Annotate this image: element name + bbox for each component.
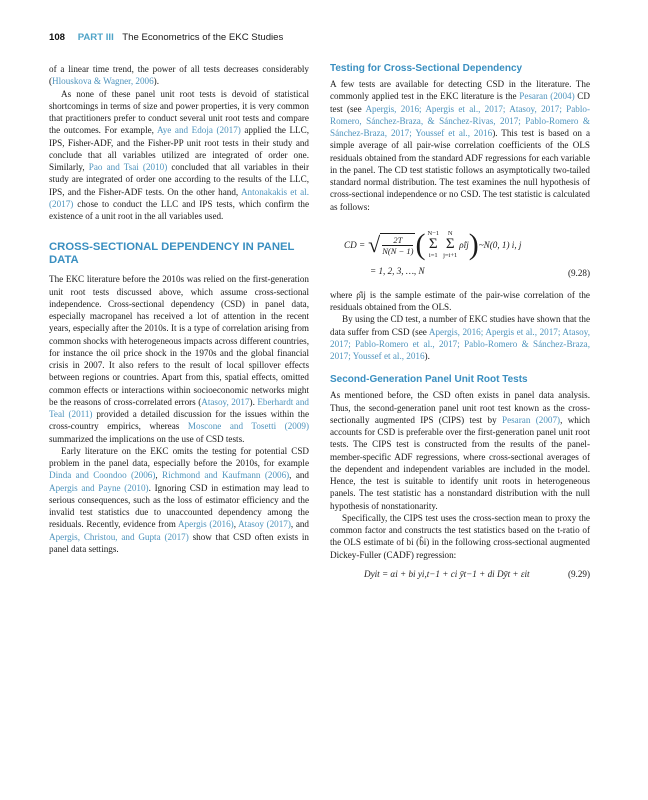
paragraph: of a linear time trend, the power of all tests decreases considerably (Hlouskova & Wagner, 2006).	[49, 64, 309, 87]
equation-number: (9.28)	[567, 267, 590, 278]
citation-link[interactable]: Moscone and Tosetti (2009)	[187, 421, 310, 432]
paragraph: As none of these panel unit root tests is devoid of statistical shortcomings in terms of size and power properties, it is very common that practitioners prefer to conduct several unit root tests and compare the outcomes. For example, Aye and Edoja (2017) applied the LLC, IPS, Fisher-ADF, and the Fisher-PP unit root tests in their study and conclude that all variables utilized are integrated of order one. Similarly, Pao and Tsai (2010) concluded that all variables in their study are integrated of order one according to the results of the LLC, IPS, and the Fisher-ADF tests. On the other hand, Antonakakis et al. (2017) chose to conduct the LLC and IPS tests, which confirm the existence of a unit root in the all variables used.	[49, 88, 309, 221]
citation-link[interactable]: Atasoy, 2017	[201, 396, 250, 407]
paragraph: As mentioned before, the CSD often exists in panel data analysis. Thus, the second-generation panel unit root test known as the cross-sectionally augmented IPS (CIPS) test by Pesaran (2007), which accounts for CSD is preferable over the first-generation panel unit root tests. The CIPS test is constructed from the results of the panel-member-specific ADF regressions, where cross-sectional averages of the dependent and independent variables are included in the model. Hence, the test is suitable to identify unit roots in heterogeneous panels. The test statistic has a nonstandard distribution with the null hypothesis of nonstationarity.	[330, 390, 590, 511]
right-column	[330, 63, 590, 582]
sum-symbol: N−1 Σ i=1	[427, 230, 440, 260]
citation-link[interactable]: Apergis, 2016; Apergis et al., 2017; Atasoy, 2017; Pablo-Romero et al., 2017; Pablo-Romero & Sánchez-Braza, 2017; Youssef et al., 2016	[330, 326, 590, 361]
paragraph: By using the CD test, a number of EKC studies have shown that the data suffer from CSD (see Apergis, 2016; Apergis et al., 2017; Atasoy, 2017; Pablo-Romero et al., 2017; Pablo-Romero & Sánchez-Braza, 2017; Youssef et al., 2016).	[330, 314, 590, 361]
citation-link[interactable]: Atasoy (2017)	[238, 519, 291, 530]
fraction: $\frac{2T}{N(N - 1)}$	[382, 235, 414, 257]
page-number: 108	[49, 32, 66, 43]
equation-cadf-regression	[330, 566, 590, 582]
citation-link[interactable]: Pesaran (2004)	[519, 91, 575, 102]
citation-link[interactable]: Dinda and Coondoo (2006)	[49, 470, 156, 481]
subsection-heading: Testing for Cross-Sectional Dependency	[330, 63, 523, 74]
citation-link[interactable]: Eberhardt and Teal (2011)	[49, 396, 309, 419]
square-root: √ $\frac{2T}{N(N - 1)}$	[368, 231, 414, 257]
citation-link[interactable]: Richmond and Kaufmann (2006)	[162, 470, 290, 481]
citation-link[interactable]: Apergis, 2016; Apergis et al., 2017; Atasoy, 2017; Pablo-Romero, Sánchez-Braza, & Sánchez-Rivas, 2017; Pablo-Romero & Sánchez-Braza, 2017; Youssef et al., 2016	[330, 103, 590, 138]
citation-link[interactable]: Antonakakis et al. (2017)	[49, 186, 309, 209]
running-header	[49, 32, 283, 43]
paragraph: A few tests are available for detecting CSD in the literature. The commonly applied test in the EKC literature is the Pesaran (2004) CD test (see Apergis, 2016; Apergis et al., 2017; Atasoy, 2017; Pablo-Romero, Sánchez-Braza, & Sánchez-Rivas, 2017; Pablo-Romero & Sánchez-Braza, 2017; Youssef et al., 2016). This test is based on a simple average of all pair-wise correlation coefficients of the OLS residuals obtained from the standard ADF regressions for each variable in the panel. The CD test statistic follows an asymptotically two-tailed standard normal distribution. The test examines the null hypothesis of cross-sectional independence or no CSD. The test statistic is calculated as follows:	[330, 79, 590, 212]
sum-symbol: N Σ j=i+1	[443, 230, 458, 260]
paragraph: The EKC literature before the 2010s was relied on the first-generation unit root tests discussed above, which assume cross-sectional independence. Cross-sectional dependency (CSD) in panel data, especially macropanel has received a lot of attention in the recent years, especially after the 2010s. It is a type of correlation arising from common shocks with heterogeneous impacts across different countries, for instance the oil price shock in the 1970s and the global financial crisis in 2007. It also refers to the result of local spillover effects between regions or countries. Apart from this, spatial effects, omitted common effects or interactions within socioeconomic networks might be the reasons of cross-correlated errors (Atasoy, 2017). Eberhardt and Teal (2011) provided a detailed discussion for the issues within the cross-country empirics, whereas Moscone and Tosetti (2009) summarized the implications on the use of CSD tests.	[49, 274, 310, 444]
citation-link[interactable]: Hlouskova & Wagner, 2006	[52, 76, 154, 87]
section-heading: CROSS-SECTIONAL DEPENDENCY IN PANEL DATA	[49, 241, 295, 267]
equation-lhs: CD =	[344, 239, 366, 250]
part-label: PART III	[77, 32, 114, 43]
citation-link[interactable]: Apergis and Payne (2010)	[49, 482, 149, 493]
citation-link[interactable]: Aye and Edoja (2017)	[156, 125, 241, 136]
subsection-heading: Second-Generation Panel Unit Root Tests	[330, 374, 528, 386]
left-column	[49, 63, 309, 555]
equation-continuation: = 1, 2, 3, …, N	[370, 265, 425, 276]
distribution: ~N(0, 1) i, j	[478, 239, 522, 250]
citation-link[interactable]: Pao and Tsai (2010)	[88, 162, 168, 172]
paragraph: Specifically, the CIPS test uses the cross-section mean to proxy the common factor and constructs the test statistics based on the t-ratio of the OLS estimate of bi (b̂i) in the following cross-sectional augmented Dickey-Fuller (CADF) regression:	[330, 512, 590, 560]
paragraph: where ρ̂ij is the sample estimate of the pair-wise correlation of the residuals obtained from the OLS.	[330, 289, 590, 312]
paragraph: Early literature on the EKC omits the testing for potential CSD problem in the panel data, especially before the 2010s, for example Dinda and Coondoo (2006), Richmond and Kaufmann (2006), and Apergis and Payne (2010). Ignoring CSD in estimation may lead to serious consequences, such as the loss of estimator efficiency and the invalid test statistics due to unaccounted dependency among the residuals. Recently, evidence from Apergis (2016), Atasoy (2017), and Apergis, Christou, and Gupta (2017) show that CSD often exists in panel data settings.	[49, 445, 310, 554]
equation-number: (9.29)	[567, 568, 590, 579]
equation-cd-statistic: CD = √ $\frac{2T}{N(N - 1)}$ ( N−1 Σ i=1 N Σ j=i+1 ρ̂ij ) ~N(0, 1) i, j = 1, 2, 3, …, N (9.28)	[344, 227, 590, 278]
citation-link[interactable]: Apergis, Christou, and Gupta (2017)	[49, 531, 189, 542]
equation-body: Dyit = αi + bi yi,t−1 + ci ȳt−1 + di Dȳt + εit	[364, 568, 530, 579]
citation-link[interactable]: Pesaran (2007)	[502, 414, 561, 425]
part-title: The Econometrics of the EKC Studies	[122, 32, 284, 43]
rho-term: ρ̂ij	[459, 239, 469, 250]
citation-link[interactable]: Apergis (2016)	[178, 519, 234, 530]
